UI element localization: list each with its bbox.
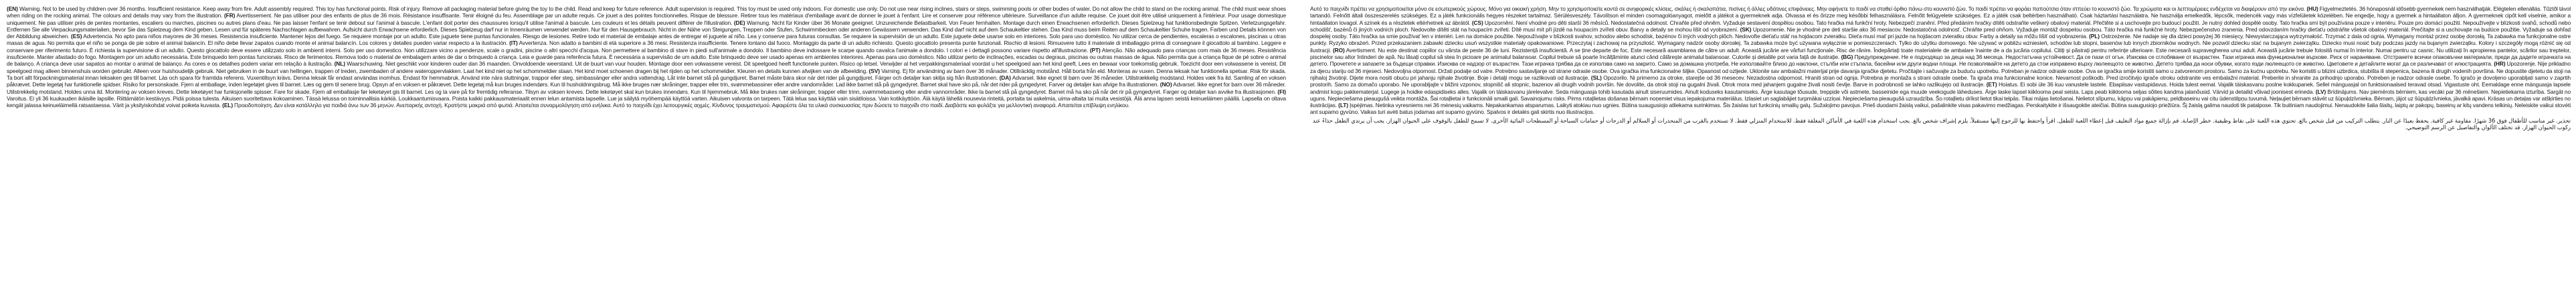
language-code: (ES): [71, 33, 82, 40]
warning-text: Avertissement. Ne pas utiliser pour des enfants de plus de 36 mois. Résistance insuffisante. Tenir éloigné du feu. Assemblage par un adulte requis. Ce jouet a des pointes fonctionnelles. Risque de blessure. Retirer tous les matériaux d'emballage avant de donner le jouet à l'enfant. Lire et conserver pour référence ultérieure. Surveillance d'un adulte requise. Ce jouet doit être utilisé uniquement à l'intérieur. Pour usage domestique uniquement. Ne pas utiliser près de pentes montantes, escaliers ou marches, piscines ou autres plans d'eau. Ne pas laisser l'enfant se tenir debout sur l'animal à bascule. L'enfant doit porter des chaussures lorsqu'il utilise l'animal à bascule. Les couleurs et les détails peuvent différer de l'illustration.: [7, 12, 1286, 26]
warning-text: Avvertenza. Non adatto a bambini di età superiore a 36 mesi. Resistenza insufficiente. Tenere lontano dal fuoco. Montaggio da parte di un adulto richiesto. Questo giocattolo presenta punte funzionali. Rischio di lesioni. Rimuovere tutto il materiale di imballaggio prima di consegnare il giocattolo al bambino. Leggere e conservare per riferimento futuro. È richiesta la supervisione di un adulto. Questo giocattolo deve essere utilizzato solo in ambienti interni. Solo per uso domestico. Non utilizzare vicino a pendenze, scale o gradini, piscine o altri specchi d'acqua. Non permettere al bambino di stare in piedi sull'animale a dondolo. Il bambino deve indossare le scarpe quando cavalca l'animale a dondolo. I colori e i dettagli possono variare rispetto all'illustrazione.: [7, 40, 1286, 54]
language-code: (EL): [222, 102, 234, 109]
language-code: (LT): [1338, 102, 1348, 109]
warning-text: Предупреждение. Не е подходящо за деца над 36 месеца. Недостатъчна устойчивост. Да се пази от огън. Изисква се сглобяване от възрастен. Тази играчка има функционални върхове. Риск от нараняване. Отстранете всички опаковъчни материали, преди да дадете играчката на детето. Прочетете и запазете за бъдещи справки. Изисква се надзор от възрастен. Тази играчка трябва да се използва само на закрито. Само за домашна употреба. Не използвайте близо до наклони, стълби или стъпала, басейни или други водни площи. Не позволявайте на детето да стои изправено върху люлеещото се животно. Детето трябва да носи обувки, когато язди люлеещото се животно. Цветовете и детайлите могат да се различават от илюстрацията.: [1310, 54, 2571, 68]
language-code: (DE): [733, 19, 745, 26]
language-code: (SK): [1740, 25, 1752, 33]
language-code: (NO): [1160, 81, 1172, 88]
warning-text: Opozorilo. Ni primerno za otroke, starejše od 36 mesecev. Nezadostna odpornost. Hraniti stran od ognja. Potrebna je montaža s strani odrasle osebe. Ta igrača ima funkcionalne konice. Nevarnost poškodb. Pred izročitvijo igrače otroku odstranite ves embalažni material. Preberite in shranite za prihodnjo uporabo. Potreben je nadzor odrasle osebe. To igračo je dovoljeno uporabljati samo v zaprtih prostorih. Samo za domačo uporabo. Ne uporabljajte v bližini vzponov, stopnišč ali stopnic, bazenov ali drugih vodnih površin. Ne dovolite, da otrok stoji na gugalni živali. Otrok mora med jahanjem gugalne živali nositi čevlje. Barve in podrobnosti se lahko razlikujejo od ilustracije.: [1310, 74, 2571, 88]
language-code: (ET): [1986, 81, 1997, 88]
warning-text: Avertisment. Nu este destinat copiilor cu vârsta de peste 36 de luni. Rezistență insuficientă. A se ține departe de foc. Este necesară asamblarea de către un adult. Această jucărie are vârfuri funcționale. Risc de rănire. Îndepărtați toate materialele de ambalare înainte de a da jucăria copilului. Citiți și păstrați pentru referințe ulterioare. Este necesară supravegherea unui adult. Această jucărie trebuie folosită numai în interior. Numai pentru uz casnic. Nu utilizați în apropierea pantelor, scărilor sau treptelor, piscinelor sau altor întinderi de apă. Nu lăsați copilul să stea în picioare pe animalul balansoar. Copilul trebuie să poarte încălțăminte atunci când călărește animalul balansoar. Culorile și detaliile pot varia față de ilustrație.: [1310, 46, 2571, 61]
warning-text: Upozorenje. Nije prikladno za djecu stariju od 36 mjeseci. Nedovoljna otpornost. Držati podalje od vatre. Potrebno sastavljanje od strane odrasle osobe. Ova igračka ima funkcionalne šiljke. Opasnost od ozljede. Uklonite sav ambalažni materijal prije davanja igračke djetetu. Pročitajte i sačuvajte za buduću upotrebu. Potreban je nadzor odrasle osobe. Ova se igračka smije koristiti samo u zatvorenom prostoru. Samo za kućnu upotrebu. Ne koristiti u blizini uzbrdica, stubišta ili stepenica, bazena ili drugih vodenih površina. Ne dopustite djetetu da stoji na njihaloj životinji. Dijete mora nositi obuću pri jahanju njihale životinje. Boje i detalji mogu se razlikovati od ilustracije.: [1310, 60, 2571, 81]
language-code: (FR): [223, 12, 236, 19]
warning-text: Ostrzeżenie. Nie nadaje się dla dzieci powyżej 36 miesięcy. Niewystarczająca wytrzymałość. Trzymać z dala od ognia. Wymagany montaż przez osobę dorosłą. Ta zabawka ma funkcjonalne ostre punkty. Ryzyko obrażeń. Przed przekazaniem zabawki dziecku usuń wszystkie materiały opakowaniowe. Przeczytaj i zachowaj na przyszłość. Wymagany nadzór osoby dorosłej. Ta zabawka może być używana wyłącznie w pomieszczeniach. Tylko do użytku domowego. Nie używać w pobliżu wzniesień, schodów lub stopni, basenów lub innych zbiorników wodnych. Nie pozwól dziecku stać na bujanym zwierzątku. Dziecko musi nosić buty podczas jazdy na bujanym zwierzątku. Kolory i szczegóły mogą różnić się od ilustracji.: [1310, 33, 2571, 54]
language-code: (HU): [2306, 5, 2318, 12]
language-code: (RO): [1332, 46, 1345, 54]
language-code: (SL): [1590, 74, 1602, 81]
warning-text: Upozornenie. Nie je vhodné pre deti staršie ako 36 mesiacov. Nedostatočná odolnosť. Chráňte pred ohňom. Vyžaduje montáž dospelou osobou. Táto hračka má funkčné hroty. Nebezpečenstvo zranenia. Pred odovzdaním hračky dieťaťu odstráňte všetok obalový materiál. Prečítajte si a uschovajte na budúce použitie. Vyžaduje sa dohľad dospelej osoby. Táto hračka sa smie používať len v interiéri. Len na domáce použitie. Nepoužívajte v blízkosti svahov, schodov alebo schodísk, bazénov či iných vodných plôch. Nedovoľte dieťaťu stáť na hojdacom zvieratku. Dieťa musí mať pri jazde na hojdacom zvieratku obuv. Farby a detaily sa môžu líšiť od vyobrazenia.: [1310, 25, 2571, 40]
warning-text: Advarsel. Ikke egnet for barn over 36 måneder. Utilstrekkelig motstand. Holdes unna ild. Montering av voksen kreves. Dette leketøyet har funksjonelle spisser. Fare for skade. Fjern all emballasje før leketøyet gis til barnet. Les og ta vare på for fremtidig referanse. Tilsyn av voksen kreves. Dette leketøyet skal kun brukes innendørs. Kun til hjemmebruk. Må ikke brukes nær skråninger, trapper eller trinn, svømmebasseng eller andre vannområder. Ikke la barnet stå på gyngedyret. Barnet må ha sko på når det rir på gyngedyret. Farger og detaljer kan avvike fra illustrasjonen.: [7, 81, 1286, 95]
warning-text: Figyelmeztetés. 36 hónaposnál idősebb gyermekek nem használhatják. Elégtelen ellenállás. Tűztől távol tartandó. Felnőtt általi összeszerelés szükséges. Ez a játék funkcionális hegyes részeket tartalmaz. Sérülésveszély. Távolítson el minden csomagolóanyagot, mielőtt a játékot a gyermeknek adja. Olvassa el és őrizze meg későbbi felhasználásra. Felnőtt felügyelete szükséges. Ez a játék csak beltérben használható. Csak háztartási használatra. Ne használja emelkedők, lépcsők, medencék vagy más vízfelületek közelében. Ne engedje, hogy a gyermek a hintaállaton álljon. A gyermeknek cipőt kell viselnie, amikor a hintaállaton lovagol. A színek és a részletek eltérhetnek az ábrától.: [1310, 5, 2571, 26]
language-code: (PT): [1089, 46, 1101, 54]
language-code: (SV): [868, 67, 880, 74]
language-code: (CS): [1471, 19, 1483, 26]
warning-text: Προειδοποίηση. Δεν είναι κατάλληλο για παιδιά άνω των 36 μηνών. Ανεπαρκής αντοχή. Κρατήστε μακριά από φωτιά. Απαιτείται συναρμολόγηση από ενήλικα. Αυτό το παιχνίδι έχει λειτουργικές αιχμές. Κίνδυνος τραυματισμού. Αφαιρέστε όλα τα υλικά συσκευασίας πριν δώσετε το παιχνίδι στο παιδί. Διαβάστε και φυλάξτε για μελλοντική αναφορά. Απαιτείται επίβλεψη ενηλίκου.: [234, 102, 1130, 109]
warning-paragraph: [222, 102, 1129, 108]
right-paragraphs: [1310, 5, 2571, 116]
warning-text: Warning. Not to be used by children over 36 months. Insufficient resistance. Keep away from fire. Adult assembly required. This toy has functional points. Risk of injury. Remove all packaging material before giving the toy to the child. Read and keep for future reference. Adult supervision is required. This toy must be used only indoors. For domestic use only. Do not use near rising inclines, stairs or steps, swimming pools or other bodies of water. Do not allow the child to stand on the rocking animal. The child must wear shoes when riding on the rocking animal. The colours and details may vary from the illustration.: [7, 5, 1286, 19]
warning-text: Brīdinājums. Nav piemērots bērniem, kas vecāki par 36 mēnešiem. Nepietiekama izturība. Sargāt no uguns. Nepieciešama pieaugušā veikta montāža. Šai rotaļlietai ir funkcionāli smaili gali. Savainojumu risks. Pirms rotaļlietas došanas bērnam noņemiet visus iepakojuma materiālus. Izlasiet un saglabājiet turpmākai uzziņai. Nepieciešama pieaugušā uzraudzība. Šo rotaļlietu drīkst lietot tikai telpās. Tikai mājas lietošanai. Nelietot slīpumu, kāpņu vai pakāpienu, peldbaseinu vai citu ūdenstilpņu tuvumā. Neļaujiet bērnam stāvēt uz šūpuļdzīvnieka. Bērnam, jājot uz šūpuļdzīvnieka, jāvalkā apavi. Krāsas un detaļas var atšķirties no ilustrācijas.: [1310, 88, 2571, 109]
language-code: (NL): [334, 60, 345, 68]
language-code: (LV): [2315, 88, 2326, 95]
arabic-warning-paragraph: تحذير. غير مناسب للأطفال فوق 36 شهرًا. مقاومة غير كافية. يحفظ بعيدًا عن النار. يتطلب التركيب من قبل شخص بالغ. تحتوي هذه اللعبة على نقاط وظيفية. خطر الإصابة. قم بإزالة جميع مواد التغليف قبل إعطاء اللعبة للطفل. اقرأ واحتفظ بها للرجوع إليها مستقبلاً. يلزم إشراف شخص بالغ. يجب استخدام هذه اللعبة في الأماكن المغلقة فقط. للاستخدام المنزلي فقط. لا تستخدم بالقرب من المنحدرات أو السلالم أو الدرجات أو حمامات السباحة أو المسطحات المائية الأخرى. لا تسمح للطفل بالوقوف على الحيوان الهزاز. يجب أن يرتدي الطفل حذاءً عند ركوب الحيوان الهزاز. قد تختلف الألوان والتفاصيل عن الرسم التوضيحي.: [1312, 117, 2571, 131]
label-column-left: [7, 5, 1286, 287]
language-code: (FI): [1277, 88, 1286, 95]
warning-paragraph: [1310, 5, 2305, 12]
column-gutter: [1294, 0, 1302, 292]
warning-text: Varning. Ej för användning av barn över 36 månader. Otillräcklig motstånd. Håll borta från eld. Monteras av vuxen. Denna leksak har funktionella spetsar. Risk för skada. Ta bort allt förpackningsmaterial innan leksaken ges till barnet. Läs och spara för framtida referens. Vuxentillsyn krävs. Denna leksak får endast användas inomhus. Endast för hemmabruk. Använd inte nära sluttningar, trappor eller steg, simbassänger eller andra vattendrag. Låt inte barnet stå på gungdjuret. Barnet måste bära skor när det rider på gungdjuret. Färger och detaljer kan skilja sig från illustrationen.: [7, 67, 1286, 81]
language-code: (EN): [7, 5, 18, 12]
warning-text: Advarsel. Ikke egnet til børn over 36 måneder. Utilstrækkelig modstand. Holdes væk fra ild. Samling af en voksen påkrævet. Dette legetøj har funktionelle spidser. Risiko for personskade. Fjern al emballage, inden legetøjet gives til barnet. Læs og gem til senere brug. Opsyn af en voksen er påkrævet. Dette legetøj må kun bruges indendørs. Kun til husholdningsbrug. Må ikke bruges nær skråninger, trapper eller trin, svømmebassiner eller andre vandområder. Lad ikke barnet stå på gyngedyret. Barnet skal have sko på, når det rider på gyngedyret. Farver og detaljer kan afvige fra illustrationen.: [7, 74, 1286, 88]
warning-text: Hoiatus. Ei sobi üle 36 kuu vanustele lastele. Ebapiisav vastupidavus. Hoida tulest eemal. Vajalik täiskasvanu poolne kokkupanek. Sellel mänguasjal on funktsionaalsed teravad otsad. Vigastuste oht. Eemaldage enne mänguasja lapsele andmist kogu pakkematerjal. Lugege ja hoidke edaspidiseks alles. Vajalik on täiskasvanu järelevalve. Seda mänguasja tohib kasutada ainult siseruumides. Ainult koduseks kasutamiseks. Ärge kasutage tõusude, treppide või astmete, basseinide ega muude veekogude läheduses. Ärge laske lapsel kiiklooma peal seista. Laps peab kiiklooma seljas sõites kandma jalanõusid. Värvid ja detailid võivad joonisest erineda.: [1310, 81, 2571, 95]
warning-text: Αυτό το παιχνίδι πρέπει να χρησιμοποιείται μόνο σε εσωτερικούς χώρους. Μόνο για οικιακή χρήση. Μην το χρησιμοποιείτε κοντά σε ανηφορικές κλίσεις, σκάλες ή σκαλοπάτια, πισίνες ή άλλες υδάτινες επιφάνειες. Μην αφήνετε το παιδί να σταθεί όρθιο πάνω στο κουνιστό ζώο. Το παιδί πρέπει να φοράει παπούτσια όταν ιππεύει το κουνιστό ζώο. Τα χρώματα και οι λεπτομέρειες ενδέχεται να διαφέρουν από την εικόνα.: [1310, 5, 2306, 12]
warning-text: Atenção. Não adequado para crianças com mais de 36 meses. Resistência insuficiente. Manter afastado do fogo. Montagem por um adulto necessária. Este brinquedo tem pontas funcionais. Risco de ferimentos. Remova todo o material de embalagem antes de dar o brinquedo à criança. Leia e guarde para referência futura. É necessária a supervisão de um adulto. Este brinquedo deve ser usado apenas em ambientes interiores. Apenas para uso doméstico. Não utilizar perto de inclinações, escadas ou degraus, piscinas ou outras massas de água. Não permita que a criança fique de pé sobre o animal de balanço. A criança deve usar sapatos ao montar o animal de balanço. As cores e os detalhes podem variar em relação à ilustração.: [7, 46, 1286, 68]
language-code: (DA): [999, 74, 1011, 81]
warning-text: Advertencia. No apto para niños mayores de 36 meses. Resistencia insuficiente. Mantener lejos del fuego. Se requiere montaje por un adulto. Este juguete tiene puntas funcionales. Riesgo de lesiones. Retire todo el material de embalaje antes de entregar el juguete al niño. Lea y conserve para futuras consultas. Se requiere la supervisión de un adulto. Este juguete debe usarse solo en interiores. Solo para uso doméstico. No utilizar cerca de pendientes, escaleras o escalones, piscinas u otras masas de agua. No permita que el niño se ponga de pie sobre el animal balancín. El niño debe llevar zapatos cuando monte el animal balancín. Los colores y detalles pueden variar respecto a la ilustración.: [7, 33, 1286, 47]
label-column-right: [1310, 5, 2571, 287]
warning-text: Varoitus. Ei yli 36 kuukauden ikäisille lapsille. Riittämätön kestävyys. Pidä poissa tulesta. Aikuisen suoritettava kokoaminen. Tässä lelussa on toiminnallisia kärkiä. Loukkaantumisvaara. Poista kaikki pakkausmateriaalit ennen lelun antamista lapselle. Lue ja säilytä myöhempää käyttöä varten. Aikuisen valvonta on tarpeen. Tätä lelua saa käyttää vain sisätiloissa. Vain kotikäyttöön. Älä käytä lähellä nousevia rinteitä, portaita tai askelmia, uima-altaita tai muita vesistöjä. Älä anna lapsen seistä keinueläimen päällä. Lapsella on oltava kengät jalassa keinueläimellä ratsastaessa. Värit ja yksityiskohdat voivat poiketa kuvasta.: [7, 94, 1286, 109]
warning-text: Įspėjimas. Netinka vyresniems nei 36 mėnesių vaikams. Nepakankamas atsparumas. Laikyti atokiau nuo ugnies. Būtina suaugusiojo atliekama surinkimas. Šis žaislas turi funkcinių smailių galų. Sužalojimo pavojus. Prieš duodami žaislą vaikui, pašalinkite visas pakavimo medžiagas. Perskaitykite ir išsaugokite ateičiai. Būtina suaugusiojo priežiūra. Šį žaislą galima naudoti tik patalpose. Tik buitiniam naudojimui. Nenaudokite šalia šlaitų, laiptų ar pakopų, baseinų ar kitų vandens telkinių. Neleiskite vaikui stovėti ant supamo gyvūno. Vaikas turi avėti batus jodamas ant supamo gyvūno. Spalvos ir detalės gali skirtis nuo iliustracijos.: [1310, 102, 2571, 116]
warning-text: Warnung. Nicht für Kinder über 36 Monate geeignet. Unzureichende Belastbarkeit. Von Feuer fernhalten. Montage durch einen Erwachsenen erforderlich. Dieses Spielzeug hat funktionsbedingte Spitzen. Verletzungsgefahr. Entfernen Sie alle Verpackungsmaterialien, bevor Sie das Spielzeug dem Kind geben. Lesen und für späteres Nachschlagen aufbewahren. Aufsicht durch Erwachsene erforderlich. Dieses Spielzeug darf nur in Innenräumen verwendet werden. Nur für den Hausgebrauch. Nicht in der Nähe von Steigungen, Treppen oder Stufen, Schwimmbecken oder anderen Gewässern verwenden. Das Kind darf nicht auf dem Schaukeltier stehen. Das Kind muss beim Reiten auf dem Schaukeltier Schuhe tragen. Farben und Details können von der Abbildung abweichen.: [7, 19, 1286, 40]
warning-text: Waarschuwing. Niet geschikt voor kinderen ouder dan 36 maanden. Onvoldoende weerstand. Uit de buurt van vuur houden. Montage door een volwassene vereist. Dit speelgoed heeft functionele punten. Risico op letsel. Verwijder al het verpakkingsmateriaal voordat u het speelgoed aan het kind geeft. Lees en bewaar voor toekomstig gebruik. Toezicht door een volwassene is vereist. Dit speelgoed mag alleen binnenshuis worden gebruikt. Alleen voor huishoudelijk gebruik. Niet gebruiken in de buurt van hellingen, trappen of treden, zwembaden of andere wateroppervlakken. Laat het kind niet op het schommeldier staan. Het kind moet schoenen dragen bij het rijden op het schommeldier. Kleuren en details kunnen afwijken van de afbeelding.: [7, 60, 1286, 74]
warning-text: Upozornění. Není vhodné pro děti starší 36 měsíců. Nedostatečná odolnost. Chraňte před ohněm. Vyžaduje sestavení dospělou osobou. Tato hračka má funkční hroty. Nebezpečí zranění. Před předáním hračky dítěti odstraňte veškerý obalový materiál. Přečtěte si a uschovejte pro budoucí použití. Je nutný dohled dospělé osoby. Tato hračka smí být používána pouze v interiéru. Pouze pro domácí použití. Nepoužívejte v blízkosti svahů, schodů nebo schodišť, bazénů či jiných vodních ploch. Nedovolte dítěti stát na houpacím zvířeti. Dítě musí mít při jízdě na houpacím zvířeti obuv. Barvy a detaily se mohou lišit od vyobrazení.: [1310, 19, 2571, 33]
warning-paragraph: [1310, 102, 2571, 115]
language-code: (BG): [1841, 54, 1853, 61]
language-code: (PL): [2089, 33, 2100, 40]
language-code: (HR): [2494, 60, 2506, 68]
language-code: (IT): [509, 40, 518, 47]
